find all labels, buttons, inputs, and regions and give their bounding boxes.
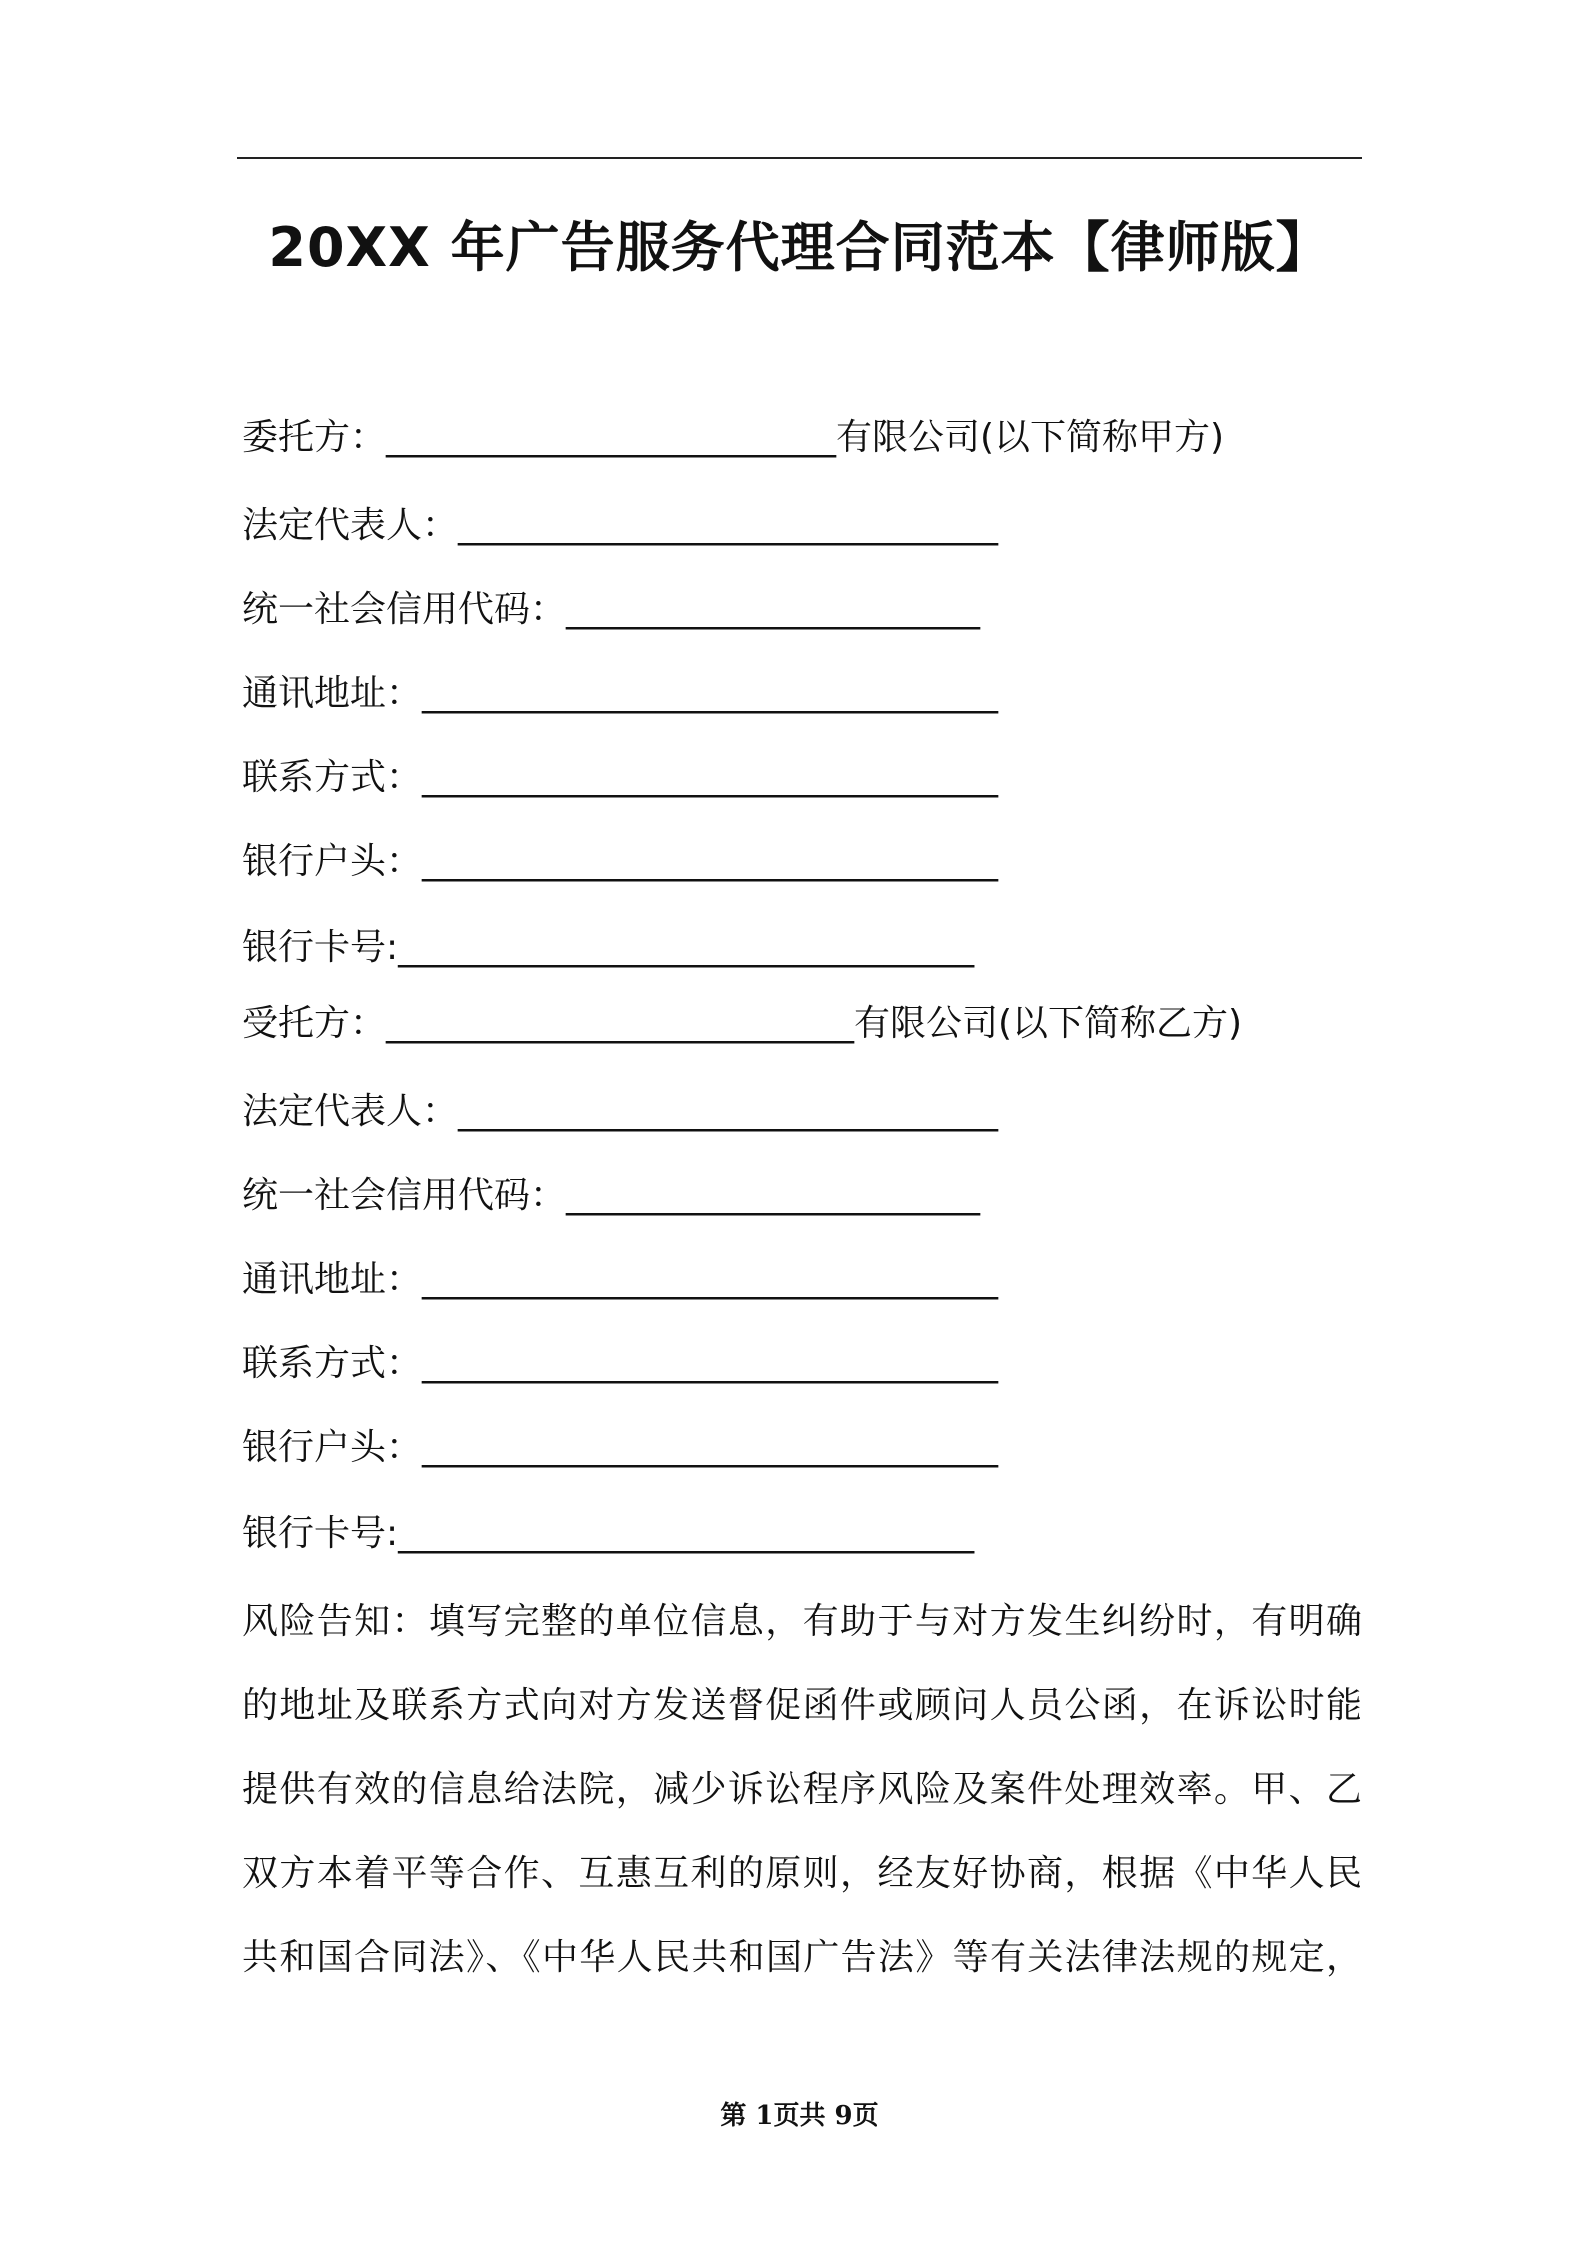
paragraph-line: 双方本着平等合作、互惠互利的原则，经友好协商，根据《中华人民 <box>242 1853 1362 1894</box>
paragraph-line: 风险告知：填写完整的单位信息，有助于与对方发生纠纷时，有明确 <box>242 1601 1362 1642</box>
party-b-contact-field: 联系方式：________________________________ <box>242 1343 999 1384</box>
party-b-name-field: 受托方：__________________________有限公司(以下简称乙方) <box>242 1003 1243 1044</box>
party-b-bank-card-number-field: 银行卡号:________________________________ <box>242 1513 975 1554</box>
paragraph-line: 提供有效的信息给法院，减少诉讼程序风险及案件处理效率。甲、乙 <box>242 1769 1362 1810</box>
document-title: 20XX 年广告服务代理合同范本【律师版】 <box>268 216 1331 279</box>
party-a-contact-field: 联系方式：________________________________ <box>242 757 999 798</box>
party-a-address-field: 通讯地址：________________________________ <box>242 673 999 714</box>
paragraph-line: 的地址及联系方式向对方发送督促函件或顾问人员公函，在诉讼时能 <box>242 1685 1362 1726</box>
party-a-representative-field: 法定代表人：______________________________ <box>242 505 999 546</box>
party-b-credit-code-field: 统一社会信用代码：_______________________ <box>242 1175 981 1216</box>
party-a-credit-code-field: 统一社会信用代码：_______________________ <box>242 589 981 630</box>
party-a-bank-account-name-field: 银行户头：________________________________ <box>242 841 999 882</box>
party-a-bank-card-number-field: 银行卡号:________________________________ <box>242 927 975 968</box>
paragraph-line: 共和国合同法》、《中华人民共和国广告法》等有关法律法规的规定， <box>242 1937 1362 1978</box>
risk-notice-paragraph <box>242 1580 1362 2000</box>
page-number: 第 1页共 9页 <box>720 2101 879 2131</box>
header-rule <box>237 157 1362 159</box>
party-b-bank-account-name-field: 银行户头：________________________________ <box>242 1427 999 1468</box>
party-a-name-field: 委托方：_________________________有限公司(以下简称甲方) <box>242 417 1225 458</box>
party-b-representative-field: 法定代表人：______________________________ <box>242 1091 999 1132</box>
party-b-address-field: 通讯地址：________________________________ <box>242 1259 999 1300</box>
